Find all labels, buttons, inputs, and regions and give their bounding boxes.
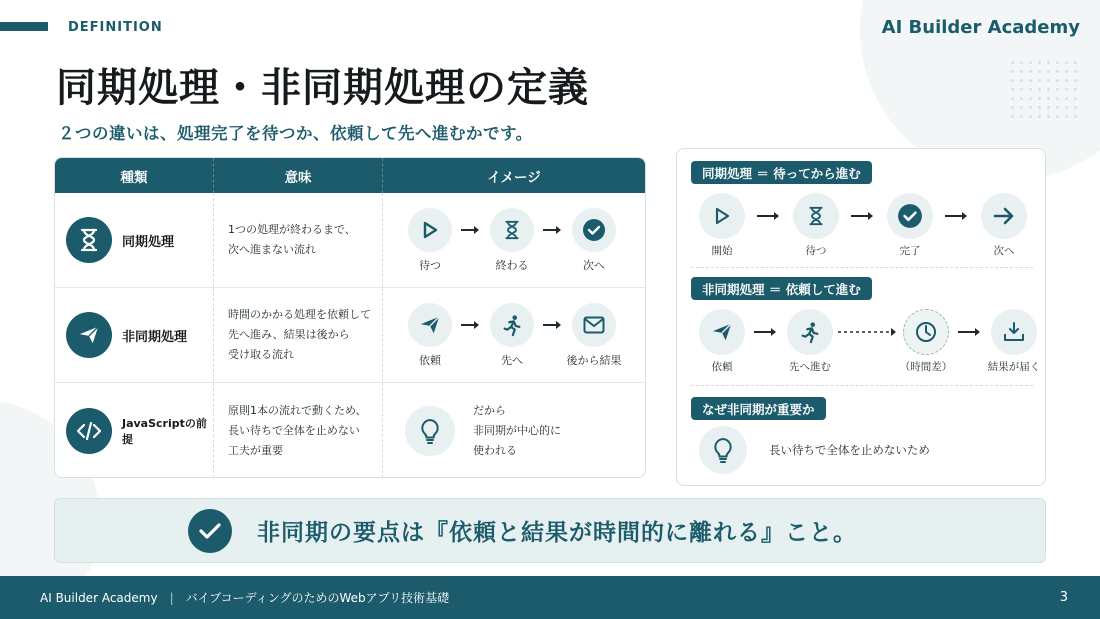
- step-label: 開始: [711, 245, 733, 257]
- flow-step: [887, 193, 933, 258]
- flow-step: [566, 303, 622, 368]
- why-row: [699, 426, 930, 474]
- flow-step: [787, 309, 833, 374]
- running-person-icon: [787, 309, 833, 355]
- step-label: 先へ: [501, 353, 523, 367]
- async-heading-badge: 非同期処理 ＝ 依頼して進む: [691, 277, 872, 300]
- table-row-async: [55, 288, 645, 383]
- play-icon: [408, 208, 452, 252]
- image-cell: [383, 288, 645, 382]
- step-label: 後から結果: [566, 353, 622, 367]
- paper-plane-icon: [66, 312, 112, 358]
- clock-icon: [903, 309, 949, 355]
- paper-plane-icon: [408, 303, 452, 347]
- hourglass-icon: [793, 193, 839, 239]
- meaning-cell: 原則1本の流れで動くため、 長い待ちで全体を止めない 工夫が重要: [214, 383, 383, 478]
- type-label: JavaScriptの前提: [122, 416, 207, 446]
- type-cell: [55, 383, 214, 478]
- meaning-cell: 時間のかかる処理を依頼して 先へ進み、結果は後から 受け取る流れ: [214, 288, 383, 382]
- async-flow: [699, 309, 1041, 374]
- flow-diagram: [405, 208, 619, 273]
- flow-step: [569, 208, 619, 273]
- column-header-type: 種類: [55, 158, 214, 193]
- hourglass-icon: [66, 217, 112, 263]
- footer: [0, 576, 1100, 619]
- flow-step: [987, 309, 1041, 374]
- running-person-icon: [490, 303, 534, 347]
- page-subtitle: ２つの違いは、処理完了を待つか、依頼して先へ進むかです。: [58, 124, 533, 143]
- arrow-right-icon: [981, 193, 1027, 239]
- check-circle-icon: [887, 193, 933, 239]
- column-header-meaning: 意味: [214, 158, 383, 193]
- play-icon: [699, 193, 745, 239]
- type-cell: [55, 193, 214, 287]
- paper-plane-icon: [699, 309, 745, 355]
- arrow-right-icon: [455, 303, 487, 347]
- table-row-sync: [55, 193, 645, 288]
- type-label: 同期処理: [122, 234, 175, 250]
- step-label: 依頼: [419, 353, 441, 367]
- footer-separator: |: [169, 590, 174, 605]
- divider: [691, 385, 1033, 386]
- divider: [691, 267, 1033, 268]
- arrow-right-icon: [839, 193, 887, 239]
- flow-step: [981, 193, 1027, 258]
- flow-step: [699, 193, 745, 258]
- table-header: [55, 158, 645, 193]
- hourglass-icon: [490, 208, 534, 252]
- arrow-right-icon: [455, 208, 487, 252]
- step-label: 次へ: [993, 245, 1015, 257]
- section-accent-bar: [0, 22, 48, 31]
- step-label: 待つ: [419, 258, 441, 272]
- decorative-dot-grid: [1008, 58, 1080, 124]
- arrow-right-icon: [949, 309, 991, 355]
- footer-brand: AI Builder Academy: [40, 590, 158, 605]
- flow-step: [487, 303, 537, 368]
- step-label: 待つ: [805, 245, 827, 257]
- arrow-right-icon: [537, 208, 569, 252]
- why-text: 長い待ちで全体を止めないため: [769, 443, 930, 457]
- note-text: だから 非同期が中心的に 使われる: [473, 403, 561, 457]
- image-cell: [383, 193, 645, 287]
- flow-diagram: [405, 303, 622, 368]
- column-header-image: イメージ: [487, 169, 541, 186]
- definition-table: [54, 157, 646, 478]
- flow-step: [487, 208, 537, 273]
- type-label: 非同期処理: [122, 329, 188, 345]
- section-label: DEFINITION: [68, 20, 163, 35]
- step-label: （時間差）: [899, 361, 953, 373]
- type-cell: [55, 288, 214, 382]
- page-title: 同期処理・非同期処理の定義: [56, 65, 589, 111]
- page-number: 3: [1059, 590, 1068, 605]
- lightbulb-icon: [699, 426, 747, 474]
- flow-step: [405, 208, 455, 273]
- step-label: 完了: [899, 245, 921, 257]
- arrow-right-icon: [745, 193, 793, 239]
- step-label: 次へ: [583, 258, 605, 272]
- step-label: 結果が届く: [987, 361, 1041, 373]
- step-label: 先へ進む: [789, 361, 831, 373]
- table-row-javascript: [55, 383, 645, 478]
- step-label: 終わる: [495, 258, 529, 272]
- key-point-banner: [54, 498, 1046, 563]
- footer-course-title: バイブコーディングのためのWebアプリ技術基礎: [185, 591, 450, 605]
- sync-heading-badge: 同期処理 ＝ 待ってから進む: [691, 161, 872, 184]
- why-heading-badge: なぜ非同期が重要か: [691, 397, 826, 420]
- lightbulb-icon: [405, 406, 455, 456]
- envelope-icon: [572, 303, 616, 347]
- code-icon: [66, 408, 112, 454]
- inbox-download-icon: [991, 309, 1037, 355]
- sync-flow: [699, 193, 1027, 258]
- flow-step: [699, 309, 745, 374]
- flow-step: [899, 309, 953, 374]
- brand-logo-text: AI Builder Academy: [881, 17, 1080, 38]
- summary-panel: [676, 148, 1046, 486]
- check-icon: [188, 509, 232, 553]
- arrow-right-icon: [537, 303, 569, 347]
- meaning-cell: 1つの処理が終わるまで、 次へ進まない流れ: [214, 193, 383, 287]
- flow-step: [793, 193, 839, 258]
- dashed-arrow-icon: [833, 309, 903, 355]
- check-circle-icon: [572, 208, 616, 252]
- key-point-text: 非同期の要点は『依頼と結果が時間的に離れる』こと。: [257, 520, 857, 546]
- arrow-right-icon: [933, 193, 981, 239]
- image-cell: [383, 383, 645, 478]
- flow-step: [405, 303, 455, 368]
- arrow-right-icon: [745, 309, 787, 355]
- step-label: 依頼: [711, 361, 733, 373]
